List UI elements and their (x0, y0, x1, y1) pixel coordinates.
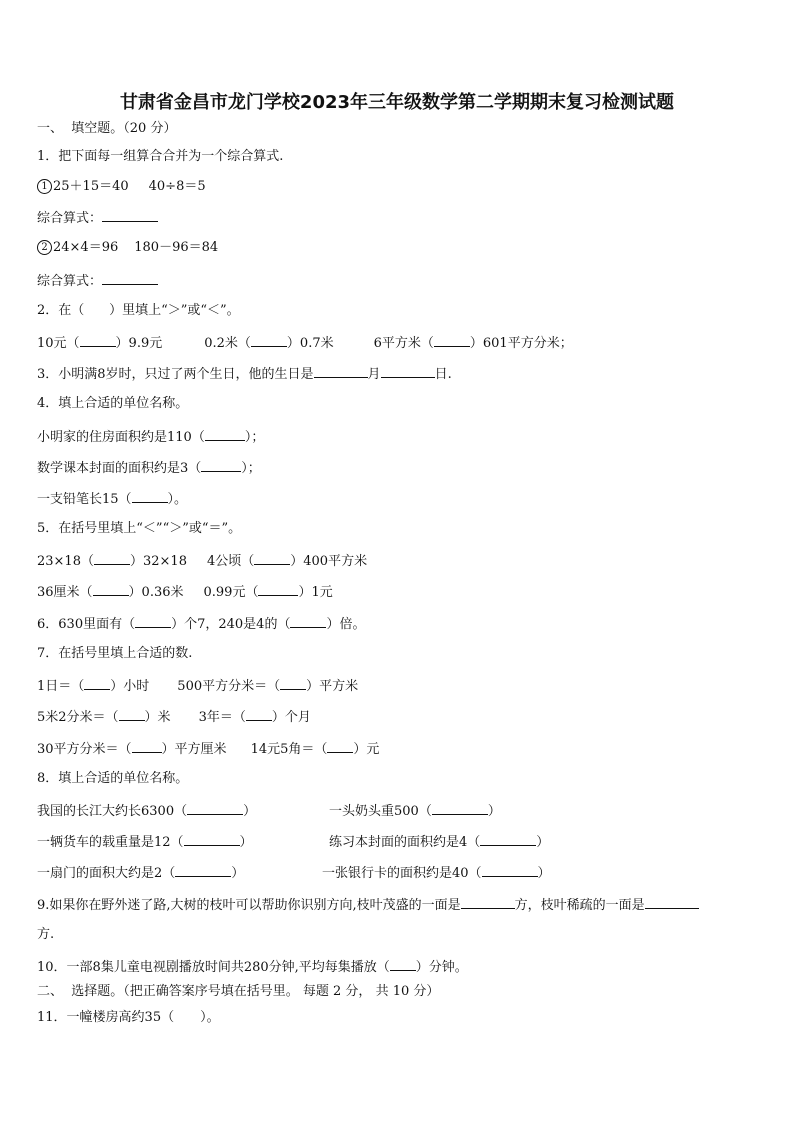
answer-blank[interactable] (80, 334, 116, 347)
answer-blank[interactable] (390, 958, 416, 971)
q4-line-1 (37, 428, 264, 446)
answer-blank[interactable] (205, 428, 245, 441)
answer-label: 综合算式： (37, 274, 103, 289)
q4-line-1-end: ）； (244, 430, 265, 445)
answer-blank[interactable] (132, 740, 162, 753)
q4-line-3-end: ）。 (167, 492, 188, 507)
q7-b-right: ）平方米 (306, 679, 359, 694)
answer-blank[interactable] (461, 896, 515, 909)
answer-blank[interactable] (94, 552, 130, 565)
q8-a-right: ） (243, 804, 257, 819)
q8-line-3b (322, 864, 551, 882)
question-10 (37, 958, 468, 976)
q5-line-2 (37, 583, 333, 601)
q8-a-left: 我国的长江大约长6300（ (37, 804, 188, 819)
q9-continuation: 方. (37, 927, 55, 942)
answer-blank[interactable] (432, 802, 488, 815)
q8-b-left: 一头奶头重500（ (329, 804, 432, 819)
answer-blank[interactable] (434, 334, 470, 347)
q7-f-right: ）元 (353, 742, 380, 757)
question-5: 5．在括号里填上“＜”“＞”或“＝”。 (37, 521, 242, 536)
q9-text-2: 方，枝叶稀疏的一面是 (514, 898, 645, 913)
q8-f-right: ） (537, 866, 551, 881)
q4-line-3-text: 一支铅笔长15（ (37, 492, 132, 507)
q3-text: 3．小明满8岁时，只过了两个生日，他的生日是 (37, 367, 314, 382)
q5-b-left: 4公顷（ (206, 554, 255, 569)
answer-blank[interactable] (102, 209, 158, 222)
q7-a-right: ）小时 (110, 679, 150, 694)
q1-expr-2b: 180－96＝84 (134, 240, 219, 255)
q1-answer-1 (37, 209, 158, 227)
circled-number-2: 2 (37, 240, 52, 255)
answer-blank[interactable] (119, 708, 145, 721)
q2-item-b-right: ）0.7米 (286, 336, 334, 351)
answer-blank[interactable] (258, 583, 298, 596)
q7-a-left: 1日＝（ (37, 679, 85, 694)
q8-f-left: 一张银行卡的面积约是40（ (322, 866, 482, 881)
answer-blank[interactable] (184, 833, 240, 846)
question-2: 2．在（ ）里填上“＞”或“＜”。 (37, 303, 240, 318)
q7-e-right: ）平方厘米 (161, 742, 227, 757)
q10-text-1: 10．一部8集儿童电视剧播放时间共280分钟,平均每集播放（ (37, 960, 390, 975)
answer-blank[interactable] (132, 490, 168, 503)
q8-b-right: ） (487, 804, 501, 819)
q6-text-2: ）个7，240是4的（ (171, 617, 291, 632)
answer-blank[interactable] (187, 802, 243, 815)
q8-line-2b (329, 833, 549, 851)
circled-number-1: 1 (37, 179, 52, 194)
q8-line-3 (37, 864, 244, 882)
q3-month: 月 (367, 367, 381, 382)
answer-blank[interactable] (93, 583, 129, 596)
answer-blank[interactable] (480, 833, 536, 846)
q5-a-left: 23×18（ (37, 554, 94, 569)
q8-d-left: 练习本封面的面积约是4（ (329, 835, 481, 850)
q9-text-1: 9.如果你在野外迷了路,大树的枝叶可以帮助你识别方向,枝叶茂盛的一面是 (37, 898, 461, 913)
question-11 (37, 1010, 220, 1026)
q4-line-2-text: 数学课本封面的面积约是3（ (37, 461, 202, 476)
q6-text-3: ）倍。 (326, 617, 366, 632)
answer-blank[interactable] (482, 864, 538, 877)
q8-line-1b (329, 802, 501, 820)
q4-line-2-end: ）； (241, 461, 261, 476)
answer-blank[interactable] (175, 864, 231, 877)
q11-text-2: ）。 (200, 1010, 220, 1025)
answer-blank[interactable] (254, 552, 290, 565)
question-6 (37, 615, 365, 633)
q7-line-2 (37, 708, 311, 726)
q1-group-1 (37, 179, 206, 195)
answer-blank[interactable] (314, 365, 368, 378)
q4-line-3 (37, 490, 187, 508)
q2-item-c-right: ）601平方分米； (469, 336, 573, 351)
q1-group-2 (37, 240, 218, 256)
q3-day: 日. (434, 367, 452, 382)
q5-c-left: 36厘米（ (37, 585, 93, 600)
answer-blank[interactable] (251, 334, 287, 347)
q8-line-1 (37, 802, 256, 820)
q7-d-left: 3年＝（ (198, 710, 246, 725)
answer-blank[interactable] (645, 896, 699, 909)
q2-item-b-left: 0.2米（ (204, 336, 251, 351)
section-2-heading: 二、 选择题。（把正确答案序号填在括号里。 每题 2 分， 共 10 分） (37, 984, 440, 999)
q1-expr-1a: 25＋15＝40 (53, 179, 129, 194)
q1-expr-1b: 40÷8＝5 (148, 179, 206, 194)
question-3 (37, 365, 452, 383)
question-4: 4．填上合适的单位名称。 (37, 396, 189, 411)
q8-c-right: ） (239, 835, 253, 850)
answer-blank[interactable] (102, 272, 158, 285)
question-9 (37, 896, 699, 914)
q2-items (37, 334, 573, 352)
q5-b-right: ）400平方米 (290, 554, 368, 569)
q2-item-a-right: ）9.9元 (115, 336, 163, 351)
q10-text-2: ）分钟。 (415, 960, 468, 975)
q2-item-a-left: 10元（ (37, 336, 80, 351)
q6-text-1: 6．630里面有（ (37, 617, 136, 632)
q7-f-left: 14元5角＝（ (250, 742, 328, 757)
answer-blank[interactable] (84, 677, 110, 690)
answer-blank[interactable] (327, 740, 353, 753)
question-1: 1．把下面每一组算合合并为一个综合算式. (37, 149, 284, 164)
q7-c-left: 5米2分米＝（ (37, 710, 119, 725)
q1-answer-2 (37, 272, 158, 290)
q1-expr-2a: 24×4＝96 (53, 240, 119, 255)
q7-d-right: ）个月 (271, 710, 311, 725)
q4-line-1-text: 小明家的住房面积约是110（ (37, 430, 205, 445)
section-1-heading: 一、 填空题。（20 分） (37, 121, 177, 136)
question-8: 8．填上合适的单位名称。 (37, 771, 189, 786)
q7-line-1 (37, 677, 358, 695)
q8-e-right: ） (231, 866, 245, 881)
answer-blank[interactable] (201, 459, 241, 472)
q5-a-right: ）32×18 (129, 554, 187, 569)
question-7: 7．在括号里填上合适的数. (37, 646, 193, 661)
q7-e-left: 30平方分米＝（ (37, 742, 132, 757)
q5-d-left: 0.99元（ (203, 585, 259, 600)
q8-c-left: 一辆货车的载重量是12（ (37, 835, 184, 850)
page-title: 甘肃省金昌市龙门学校2023年三年级数学第二学期期末复习检测试题 (119, 92, 675, 113)
answer-blank[interactable] (135, 615, 171, 628)
q2-item-c-left: 6平方米（ (373, 336, 434, 351)
q4-line-2 (37, 459, 261, 477)
q8-line-2 (37, 833, 253, 851)
q5-line-1 (37, 552, 367, 570)
answer-blank[interactable] (280, 677, 306, 690)
q5-c-right: ）0.36米 (128, 585, 184, 600)
answer-label: 综合算式： (37, 211, 103, 226)
answer-blank[interactable] (246, 708, 272, 721)
answer-blank[interactable] (290, 615, 326, 628)
q11-text-1: 11．一幢楼房高约35（ (37, 1010, 175, 1025)
q8-d-right: ） (536, 835, 550, 850)
q8-e-left: 一扇门的面积大约是2（ (37, 866, 176, 881)
q7-c-right: ）米 (144, 710, 171, 725)
answer-blank[interactable] (381, 365, 435, 378)
q5-d-right: ）1元 (298, 585, 333, 600)
q7-b-left: 500平方分米＝（ (177, 679, 281, 694)
q7-line-3 (37, 740, 379, 758)
